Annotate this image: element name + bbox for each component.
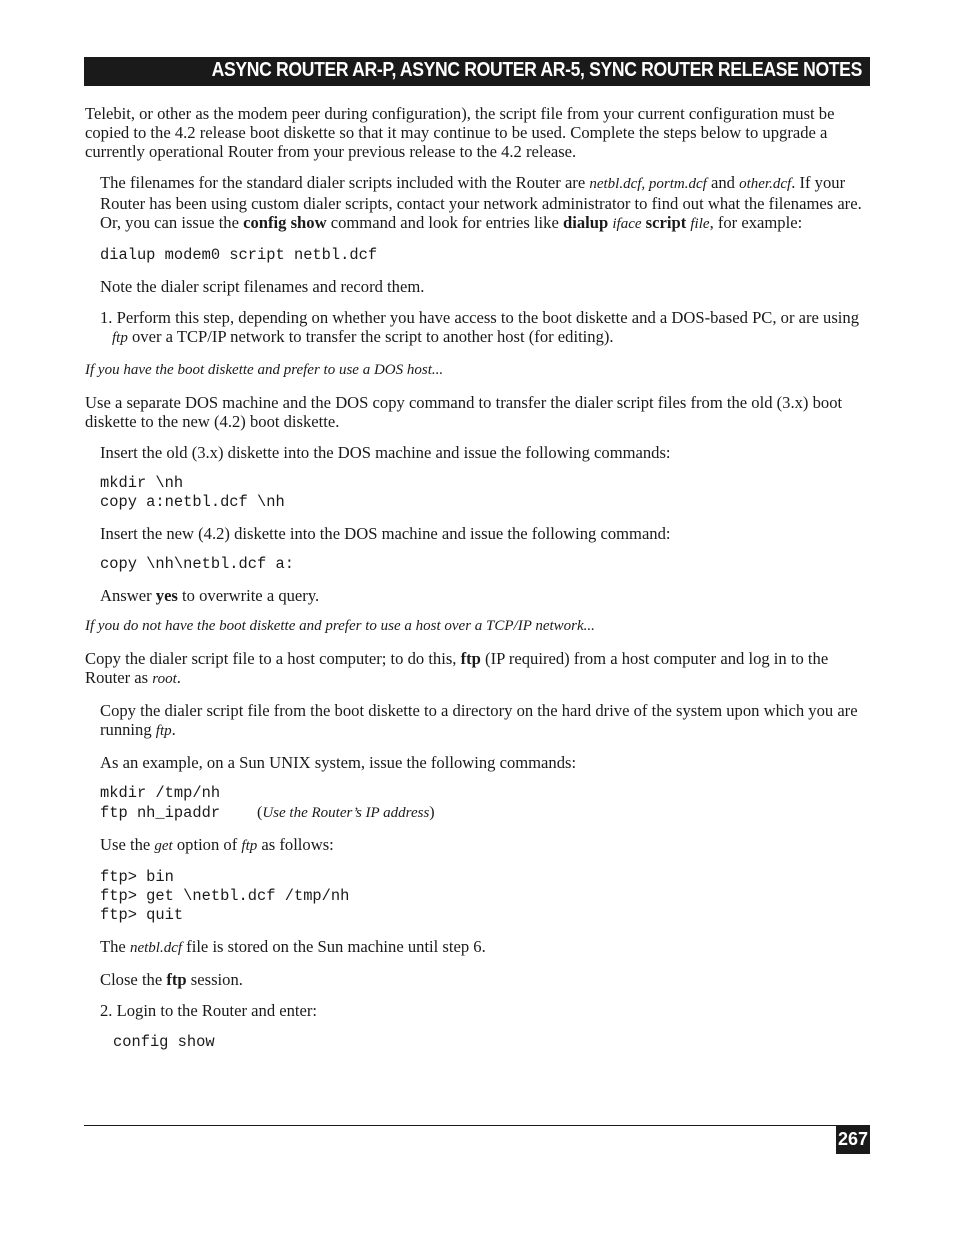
term: ftp [155,723,172,739]
text: Answer [100,586,156,605]
text: to overwrite a query. [177,586,320,605]
paragraph-dos-copy: Use a separate DOS machine and the DOS copy command to transfer the dialer script files from the old (3.x) boot diskette to the new (4.2) boot diskette. [85,393,843,431]
text: The filenames for the standard dialer scripts included with the Router are [100,173,590,192]
paragraph-answer-yes [85,586,868,605]
page-content [85,104,868,1064]
paragraph-get-option [85,835,868,856]
text: and [706,173,740,192]
command-name: config show [243,213,327,232]
footer-rule [84,1125,870,1126]
text: Copy the dialer script file to a host computer; to do this, [85,649,461,668]
code-annotation [257,804,435,821]
text: , for example: [709,213,803,232]
paragraph-file-stored [85,937,868,958]
paragraph-copy-host [85,649,868,689]
text: session. [186,970,243,989]
paragraph-insert-old: Insert the old (3.x) diskette into the DOS machine and issue the following commands: [100,443,671,462]
keyword: ftp [460,649,481,668]
filename: netbl.dcf [129,940,183,956]
filename: netbl.dcf, portm.dcf [589,176,707,192]
text: Copy the dialer script file from the boot diskette to a directory on the hard drive of the system upon which you are running [100,701,858,739]
text: option of [172,835,242,854]
keyword: script [645,213,687,232]
code-example-dialup: dialup modem0 script netbl.dcf [100,246,378,264]
term: root [152,671,177,687]
text: command and look for entries like [326,213,563,232]
term: get [154,838,173,854]
code-dos-commands: mkdir \nh copy a:netbl.dcf \nh [100,474,285,511]
keyword: yes [155,586,178,605]
code-config-show: config show [113,1033,215,1051]
paragraph-filenames [85,173,868,234]
text: Use the [100,835,155,854]
term: ftp [112,330,128,346]
paragraph-sun-example: As an example, on a Sun UNIX system, issue the following commands: [100,753,577,772]
paragraph-note: Note the dialer script filenames and record them. [100,277,425,296]
text: file is stored on the Sun machine until step 6. [182,937,486,956]
text: The [100,937,130,956]
step-1 [100,308,868,348]
text: (IP required) from a host computer and log in to the Router as [85,649,829,687]
text: over a TCP/IP network to transfer the script to another host (for editing). [127,327,614,346]
code-sun-commands [100,784,868,823]
text: . If your Router has been using custom dialer scripts, contact your network administrator to find out what the filenames are. Or, you can issue the [100,173,862,232]
keyword: ftp [166,970,187,989]
text: Close the [100,970,167,989]
subheading-tcpip-host: If you do not have the boot diskette and prefer to use a host over a TCP/IP network... [85,618,595,634]
paragraph-close-ftp [85,970,868,989]
paren: ) [429,804,435,821]
code-line: mkdir /tmp/nh [100,784,221,802]
keyword: dialup [562,213,609,232]
parameter: file [690,216,710,232]
filename: other.dcf [739,176,792,192]
subheading-dos-host: If you have the boot diskette and prefer to use a DOS host... [85,362,444,378]
parameter: iface [612,216,642,232]
code-dos-copy: copy \nh\netbl.dcf a: [100,555,294,573]
term: ftp [241,838,258,854]
text: . [176,668,181,687]
header-bar [84,57,870,86]
page-header-title: ASYNC ROUTER AR-P, ASYNC ROUTER AR-5, SYNC ROUTER RELEASE NOTES [211,59,862,81]
text: . [171,720,176,739]
code-line: ftp nh_ipaddr [100,804,258,822]
paragraph-copy-boot [85,701,868,741]
step-2: 2. Login to the Router and enter: [100,1001,318,1020]
paragraph-insert-new: Insert the new (4.2) diskette into the DOS machine and issue the following command: [100,524,671,543]
annotation-text: Use the Router’s IP address [262,805,430,821]
paren: ( [257,804,263,821]
paragraph-intro: Telebit, or other as the modem peer during configuration), the script file from your current configuration must be copied to the 4.2 release boot diskette so that it may continue to be used. Complete the steps below to upgrade a currently operational Router from your previous release to the 4.2 release. [85,104,835,161]
text: as follows: [257,835,334,854]
page-number: 267 [836,1125,870,1154]
text: 1. Perform this step, depending on whether you have access to the boot diskette and a DOS-based PC, or are using [100,308,859,327]
code-ftp-session: ftp> bin ftp> get \netbl.dcf /tmp/nh ftp> quit [100,868,350,924]
